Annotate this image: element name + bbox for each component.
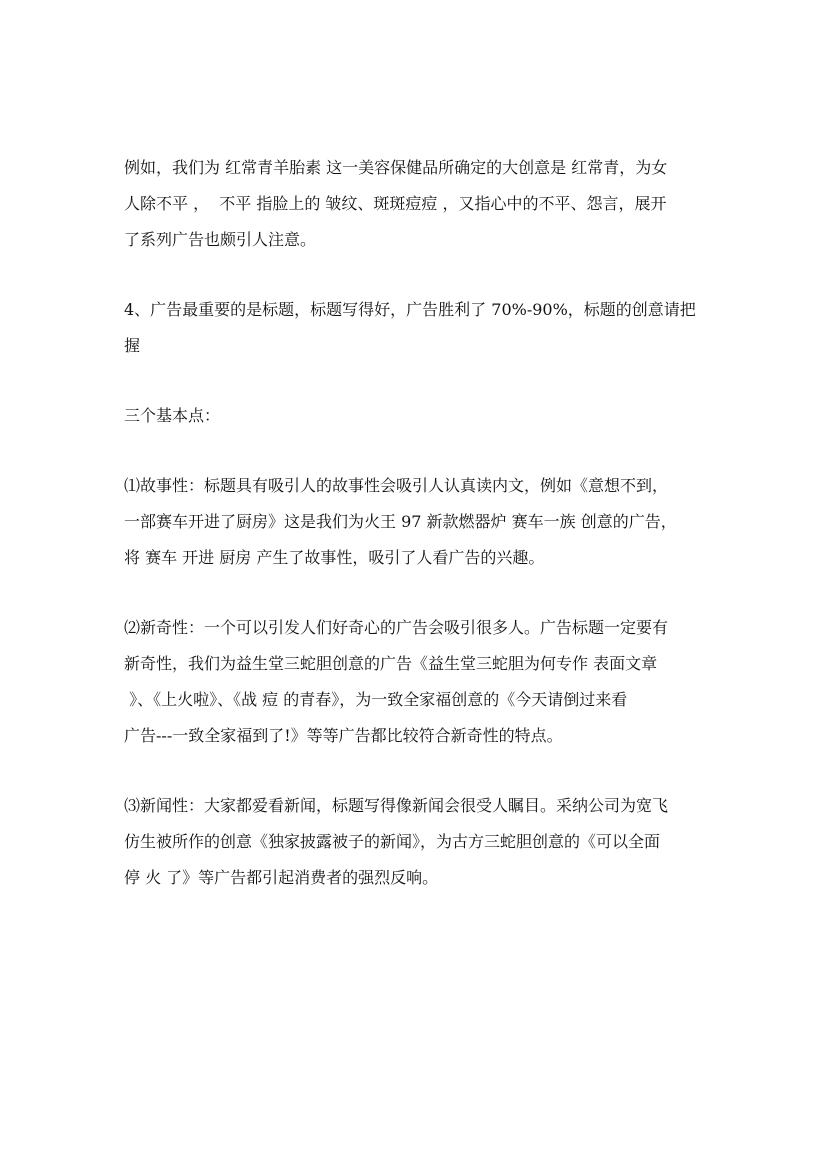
document-body: [124, 150, 724, 896]
paragraph-gap: [124, 576, 724, 610]
section-heading: 三个基本点：: [124, 406, 221, 425]
text-line: 仿生被所作的创意《独家披露被子的新闻》，为古方三蛇胆创意的《可以全面: [124, 832, 661, 851]
paragraph-big-idea-example: [124, 150, 724, 258]
text-line: 一部赛车开进了厨房》这是我们为火王 97 新款燃器炉 赛车一族 创意的广告，: [124, 512, 677, 531]
text-line: ⑵新奇性：一个可以引发人们好奇心的广告会吸引很多人。广告标题一定要有: [124, 618, 669, 637]
text-line: 将 赛车 开进 厨房 产生了故事性，吸引了人看广告的兴趣。: [124, 548, 545, 567]
paragraph-gap: [124, 434, 724, 468]
text-line: 握: [124, 336, 141, 355]
text-line: 停 火 了》等广告都引起消费者的强烈反响。: [124, 868, 439, 887]
text-line: ⑶新闻性：大家都爱看新闻，标题写得像新闻会很受人瞩目。采纳公司为宽飞: [124, 796, 669, 815]
paragraph-news-point: [124, 788, 724, 896]
text-line: ⑴故事性：标题具有吸引人的故事性会吸引人认真读内文，例如《意想不到，: [124, 476, 669, 495]
text-line: 4、广告最重要的是标题，标题写得好，广告胜利了 70%-90%，标题的创意请把: [124, 300, 696, 319]
text-line: 人除不平 ， 不平 指脸上的 皱纹、斑斑痘痘 ，又指心中的不平、怨言，展开: [124, 194, 667, 213]
paragraph-story-point: [124, 468, 724, 576]
paragraph-headline-importance: [124, 292, 724, 364]
paragraph-gap: [124, 754, 724, 788]
text-line: 广告---一致全家福到了!》等等广告都比较符合新奇性的特点。: [124, 726, 563, 745]
paragraph-novelty-point: [124, 610, 724, 754]
text-line: 新奇性，我们为益生堂三蛇胆创意的广告《益生堂三蛇胆为何专作 表面文章: [124, 654, 658, 673]
text-line: 例如，我们为 红常青羊胎素 这一美容保健品所确定的大创意是 红常青，为女: [124, 158, 668, 177]
text-line: 》、《上火啦》、《战 痘 的青春》，为一致全家福创意的《今天请倒过来看: [124, 690, 628, 709]
paragraph-gap: [124, 258, 724, 292]
paragraph-three-points-heading: [124, 398, 724, 434]
paragraph-gap: [124, 364, 724, 398]
text-line: 了系列广告也颇引人注意。: [124, 230, 317, 249]
